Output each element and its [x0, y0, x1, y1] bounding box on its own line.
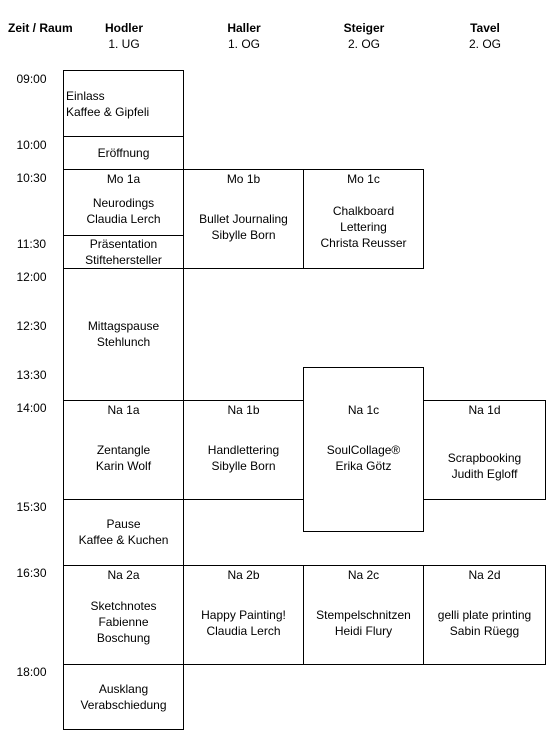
time-label: 10:30: [16, 171, 47, 185]
session-einlass: [63, 70, 184, 137]
room-name: Haller: [227, 21, 261, 35]
time-label: 11:30: [16, 237, 47, 251]
session-code: Na 1b: [227, 403, 260, 417]
session-ausklang: [63, 664, 184, 730]
session-title: Neurodings: [92, 196, 155, 210]
session-code: Na 2b: [227, 568, 260, 582]
time-label: 16:30: [16, 566, 47, 580]
session-speaker: Sabin Rüegg: [449, 624, 520, 638]
session-title: SoulCollage®: [326, 443, 401, 457]
time-label: 10:00: [16, 138, 47, 152]
room-header-haller: [184, 20, 304, 52]
session-subtitle: Kaffee & Kuchen: [78, 533, 169, 547]
session-code: Mo 1a: [106, 172, 141, 186]
session-speaker: Sibylle Born: [211, 228, 276, 242]
session-speaker: Fabienne: [98, 615, 149, 629]
room-name: Hodler: [104, 21, 143, 35]
session-na2d: [423, 565, 546, 665]
session-code: Na 1c: [347, 403, 380, 417]
session-code: Na 1a: [107, 403, 140, 417]
session-na2a: [63, 565, 184, 665]
session-subtitle: Kaffee & Gipfeli: [66, 105, 150, 119]
session-title: Chalkboard: [332, 204, 395, 218]
session-title: Handlettering: [207, 443, 280, 457]
session-pause: [63, 499, 184, 566]
session-title: Happy Painting!: [201, 608, 286, 622]
room-header-steiger: [304, 20, 424, 52]
time-label: 15:30: [16, 500, 47, 514]
room-floor: 1. UG: [108, 37, 140, 51]
session-speaker: Erika Götz: [335, 459, 392, 473]
session-code: Mo 1c: [347, 172, 380, 186]
time-label: 13:30: [16, 368, 47, 382]
session-title: Zentangle: [96, 443, 151, 457]
session-code: Na 2c: [347, 568, 380, 582]
session-mo1b: [183, 169, 304, 269]
session-title: Einlass: [66, 89, 105, 103]
session-speaker: Judith Egloff: [451, 467, 518, 481]
session-subtitle: Verabschiedung: [80, 698, 167, 712]
room-floor: 2. OG: [347, 37, 380, 51]
session-eroeffnung: [63, 136, 184, 170]
session-title: Ausklang: [98, 682, 149, 696]
session-na1b: [183, 400, 304, 500]
session-code: Na 2d: [468, 568, 501, 582]
session-title: Bullet Journaling: [199, 212, 288, 226]
session-title: Pause: [106, 517, 141, 531]
session-title: Scrapbooking: [447, 451, 522, 465]
session-title: Sketchnotes: [90, 599, 157, 613]
session-speaker: Sibylle Born: [211, 459, 276, 473]
session-mo1a: [63, 169, 184, 236]
session-na1d: [423, 400, 546, 500]
time-label: 12:30: [16, 319, 47, 333]
time-label: 14:00: [16, 401, 47, 415]
session-title: Lettering: [340, 220, 387, 234]
corner-header: Zeit / Raum: [8, 21, 73, 35]
session-speaker: Claudia Lerch: [206, 624, 281, 638]
session-subtitle: Stehlunch: [96, 335, 151, 349]
room-name: Tavel: [470, 21, 500, 35]
session-speaker: Claudia Lerch: [86, 212, 161, 226]
session-speaker: Karin Wolf: [95, 459, 152, 473]
session-code: Mo 1b: [226, 172, 261, 186]
room-floor: 2. OG: [468, 37, 501, 51]
room-name: Steiger: [343, 21, 385, 35]
session-speaker: Boschung: [96, 631, 151, 645]
time-label: 18:00: [16, 665, 47, 679]
session-na2c: [303, 565, 424, 665]
session-title: Eröffnung: [97, 146, 150, 160]
session-title: Mittagspause: [87, 319, 160, 333]
session-speaker: Christa Reusser: [320, 236, 407, 250]
session-title: Präsentation: [89, 237, 158, 251]
session-na1a: [63, 400, 184, 500]
session-title: Stempelschnitzen: [316, 608, 411, 622]
session-code: Na 2a: [107, 568, 140, 582]
session-na1c: [303, 367, 424, 532]
time-label: 09:00: [16, 72, 47, 86]
session-mittagspause: [63, 268, 184, 401]
session-mo1c: [303, 169, 424, 269]
session-title: gelli plate printing: [437, 608, 532, 622]
session-code: Na 1d: [468, 403, 501, 417]
room-header-tavel: [424, 20, 546, 52]
session-subtitle: Stiftehersteller: [85, 253, 162, 267]
session-na2b: [183, 565, 304, 665]
session-speaker: Heidi Flury: [334, 624, 393, 638]
time-label: 12:00: [16, 270, 47, 284]
session-praesentation: [63, 235, 184, 269]
room-floor: 1. OG: [227, 37, 260, 51]
room-header-hodler: [64, 20, 184, 52]
